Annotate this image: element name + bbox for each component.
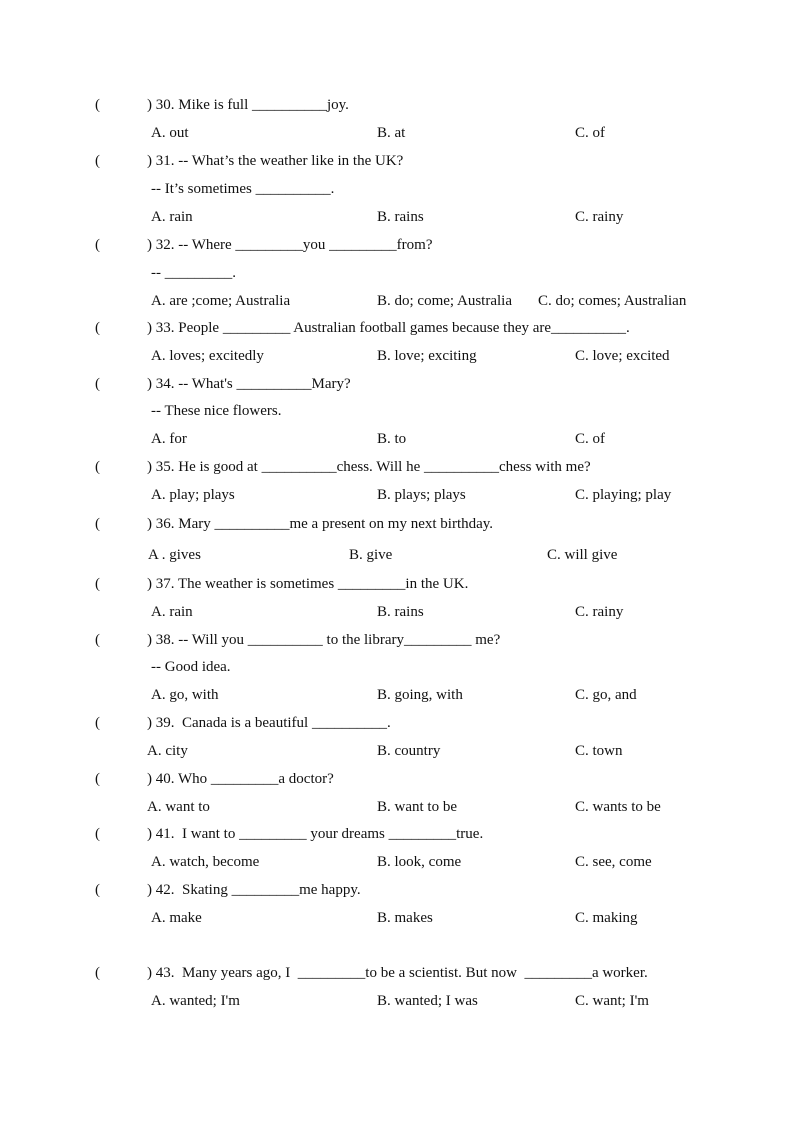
question-38-response: -- Good idea. bbox=[151, 659, 231, 675]
option-c: C. of bbox=[575, 431, 605, 447]
question-32-response: -- _________. bbox=[151, 265, 236, 281]
option-a: A. watch, become bbox=[151, 854, 260, 870]
option-a: A. go, with bbox=[151, 687, 219, 703]
option-c: C. of bbox=[575, 125, 605, 141]
answer-paren: ( bbox=[95, 576, 100, 592]
option-a: A. make bbox=[151, 910, 202, 926]
option-b: B. rains bbox=[377, 209, 424, 225]
question-43: ) 43. Many years ago, I _________to be a scientist. But now _________a worker. bbox=[147, 965, 648, 981]
option-a: A. rain bbox=[151, 604, 193, 620]
question-36: ) 36. Mary __________me a present on my next birthday. bbox=[147, 516, 494, 532]
option-a: A. play; plays bbox=[151, 487, 235, 503]
option-b: B. give bbox=[349, 547, 393, 563]
option-b: B. love; exciting bbox=[377, 348, 477, 364]
question-35: ) 35. He is good at __________chess. Will he __________chess with me? bbox=[147, 459, 591, 475]
option-c: C. do; comes; Australian bbox=[538, 293, 687, 309]
option-b: B. going, with bbox=[377, 687, 463, 703]
answer-paren: ( bbox=[95, 632, 100, 648]
option-b: B. wanted; I was bbox=[377, 993, 478, 1009]
option-b: B. do; come; Australia bbox=[377, 293, 512, 309]
question-34-response: -- These nice flowers. bbox=[151, 403, 282, 419]
option-a: A. rain bbox=[151, 209, 193, 225]
question-38: ) 38. -- Will you __________ to the library_________ me? bbox=[147, 632, 501, 648]
question-34: ) 34. -- What's __________Mary? bbox=[147, 376, 351, 392]
option-a: A. city bbox=[147, 743, 188, 759]
question-40: ) 40. Who _________a doctor? bbox=[147, 771, 334, 787]
question-32: ) 32. -- Where _________you _________from? bbox=[147, 237, 433, 253]
option-c: C. town bbox=[575, 743, 623, 759]
answer-paren: ( bbox=[95, 715, 100, 731]
answer-paren: ( bbox=[95, 771, 100, 787]
answer-paren: ( bbox=[95, 153, 100, 169]
option-a: A. for bbox=[151, 431, 187, 447]
question-31: ) 31. -- What’s the weather like in the UK? bbox=[147, 153, 404, 169]
answer-paren: ( bbox=[95, 965, 100, 981]
option-c: C. rainy bbox=[575, 604, 624, 620]
option-a: A. wanted; I'm bbox=[151, 993, 240, 1009]
option-b: B. look, come bbox=[377, 854, 462, 870]
question-30: ) 30. Mike is full __________joy. bbox=[147, 97, 349, 113]
option-a: A . gives bbox=[148, 547, 201, 563]
option-a: A. want to bbox=[147, 799, 210, 815]
question-31-response: -- It’s sometimes __________. bbox=[151, 181, 335, 197]
option-b: B. plays; plays bbox=[377, 487, 466, 503]
answer-paren: ( bbox=[95, 459, 100, 475]
answer-paren: ( bbox=[95, 376, 100, 392]
option-b: B. country bbox=[377, 743, 441, 759]
option-c: C. want; I'm bbox=[575, 993, 649, 1009]
option-b: B. at bbox=[377, 125, 406, 141]
option-a: A. are ;come; Australia bbox=[151, 293, 291, 309]
answer-paren: ( bbox=[95, 237, 100, 253]
question-41: ) 41. I want to _________ your dreams _________true. bbox=[147, 826, 484, 842]
answer-paren: ( bbox=[95, 826, 100, 842]
question-33: ) 33. People _________ Australian football games because they are__________. bbox=[147, 320, 630, 336]
option-b: B. makes bbox=[377, 910, 433, 926]
option-c: C. playing; play bbox=[575, 487, 672, 503]
answer-paren: ( bbox=[95, 320, 100, 336]
option-a: A. loves; excitedly bbox=[151, 348, 264, 364]
answer-paren: ( bbox=[95, 882, 100, 898]
question-42: ) 42. Skating _________me happy. bbox=[147, 882, 361, 898]
option-c: C. rainy bbox=[575, 209, 624, 225]
option-c: C. making bbox=[575, 910, 638, 926]
question-37: ) 37. The weather is sometimes _________in the UK. bbox=[147, 576, 469, 592]
option-c: C. wants to be bbox=[575, 799, 661, 815]
option-a: A. out bbox=[151, 125, 189, 141]
option-c: C. see, come bbox=[575, 854, 652, 870]
answer-paren: ( bbox=[95, 97, 100, 113]
option-c: C. go, and bbox=[575, 687, 637, 703]
option-b: B. want to be bbox=[377, 799, 457, 815]
option-b: B. rains bbox=[377, 604, 424, 620]
answer-paren: ( bbox=[95, 516, 100, 532]
option-c: C. will give bbox=[547, 547, 618, 563]
option-b: B. to bbox=[377, 431, 407, 447]
question-39: ) 39. Canada is a beautiful __________. bbox=[147, 715, 391, 731]
option-c: C. love; excited bbox=[575, 348, 670, 364]
